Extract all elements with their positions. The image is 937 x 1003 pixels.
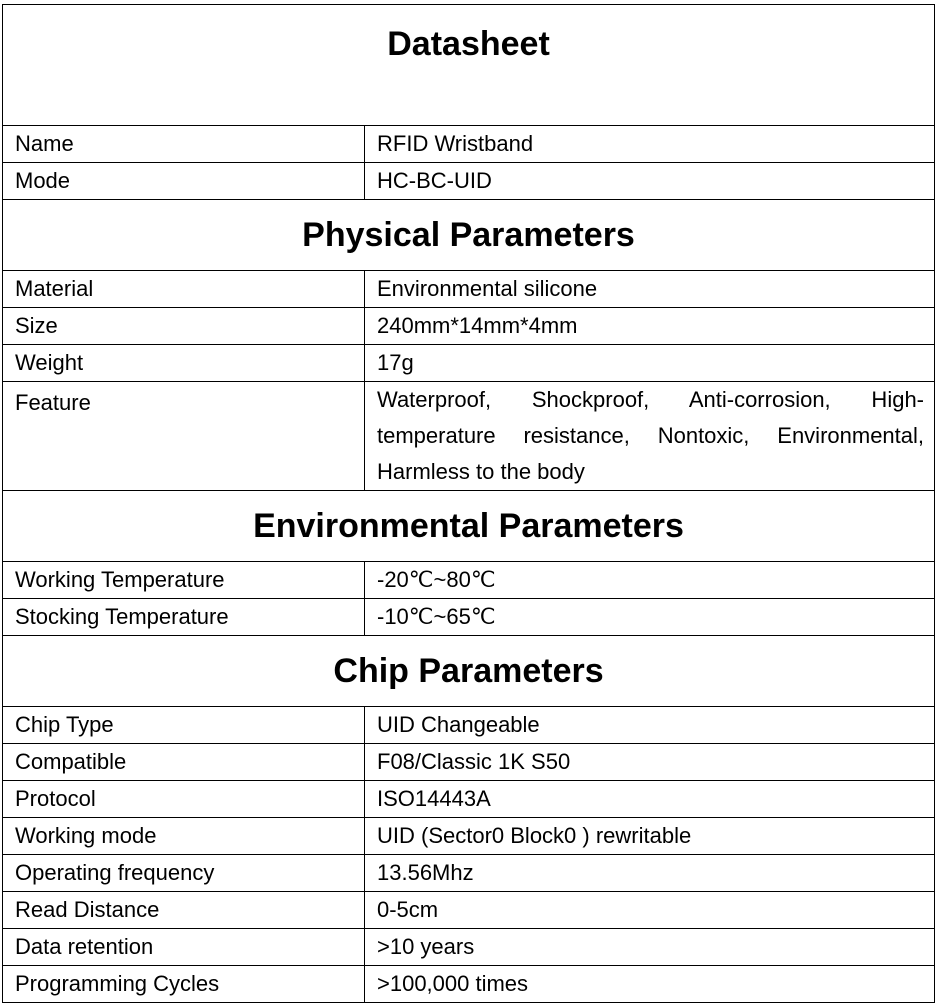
table-row (3, 855, 935, 892)
row-label-data-retention: Data retention (3, 929, 365, 966)
row-label-working-temperature: Working Temperature (3, 562, 365, 599)
row-label-stocking-temperature: Stocking Temperature (3, 599, 365, 636)
row-value-material: Environmental silicone (365, 271, 935, 308)
table-row (3, 818, 935, 855)
row-label-weight: Weight (3, 345, 365, 382)
row-value-protocol: ISO14443A (365, 781, 935, 818)
row-value-size: 240mm*14mm*4mm (365, 308, 935, 345)
row-label-working-mode: Working mode (3, 818, 365, 855)
row-value-mode: HC-BC-UID (365, 163, 935, 200)
row-label-size: Size (3, 308, 365, 345)
row-value-working-mode: UID (Sector0 Block0 ) rewritable (365, 818, 935, 855)
table-row (3, 308, 935, 345)
row-value-stocking-temperature: -10℃~65℃ (365, 599, 935, 636)
table-row (3, 744, 935, 781)
row-value-programming-cycles: >100,000 times (365, 966, 935, 1003)
row-value-read-distance: 0-5cm (365, 892, 935, 929)
row-value-chip-type: UID Changeable (365, 707, 935, 744)
section-row (3, 636, 935, 707)
row-value-feature: Waterproof, Shockproof, Anti-corrosion, High-temperature resistance, Nontoxic, Environmental, Harmless to the body (365, 382, 935, 491)
row-label-read-distance: Read Distance (3, 892, 365, 929)
chip-heading: Chip Parameters (3, 636, 935, 707)
section-row (3, 200, 935, 271)
section-row (3, 491, 935, 562)
environmental-heading: Environmental Parameters (3, 491, 935, 562)
physical-heading: Physical Parameters (3, 200, 935, 271)
table-row (3, 929, 935, 966)
row-value-working-temperature: -20℃~80℃ (365, 562, 935, 599)
row-value-operating-frequency: 13.56Mhz (365, 855, 935, 892)
table-row (3, 382, 935, 491)
row-value-name: RFID Wristband (365, 126, 935, 163)
row-label-name: Name (3, 126, 365, 163)
row-value-data-retention: >10 years (365, 929, 935, 966)
row-label-mode: Mode (3, 163, 365, 200)
row-value-weight: 17g (365, 345, 935, 382)
table-row (3, 966, 935, 1003)
datasheet-table (2, 4, 935, 1003)
row-label-compatible: Compatible (3, 744, 365, 781)
table-row (3, 562, 935, 599)
table-row (3, 126, 935, 163)
row-value-compatible: F08/Classic 1K S50 (365, 744, 935, 781)
table-row (3, 345, 935, 382)
row-label-feature: Feature (3, 382, 365, 491)
table-row (3, 892, 935, 929)
datasheet-title: Datasheet (3, 5, 935, 126)
title-row (3, 5, 935, 126)
table-row (3, 707, 935, 744)
table-row (3, 163, 935, 200)
table-row (3, 599, 935, 636)
row-label-chip-type: Chip Type (3, 707, 365, 744)
row-label-operating-frequency: Operating frequency (3, 855, 365, 892)
row-label-programming-cycles: Programming Cycles (3, 966, 365, 1003)
row-label-protocol: Protocol (3, 781, 365, 818)
table-row (3, 781, 935, 818)
table-row (3, 271, 935, 308)
row-label-material: Material (3, 271, 365, 308)
